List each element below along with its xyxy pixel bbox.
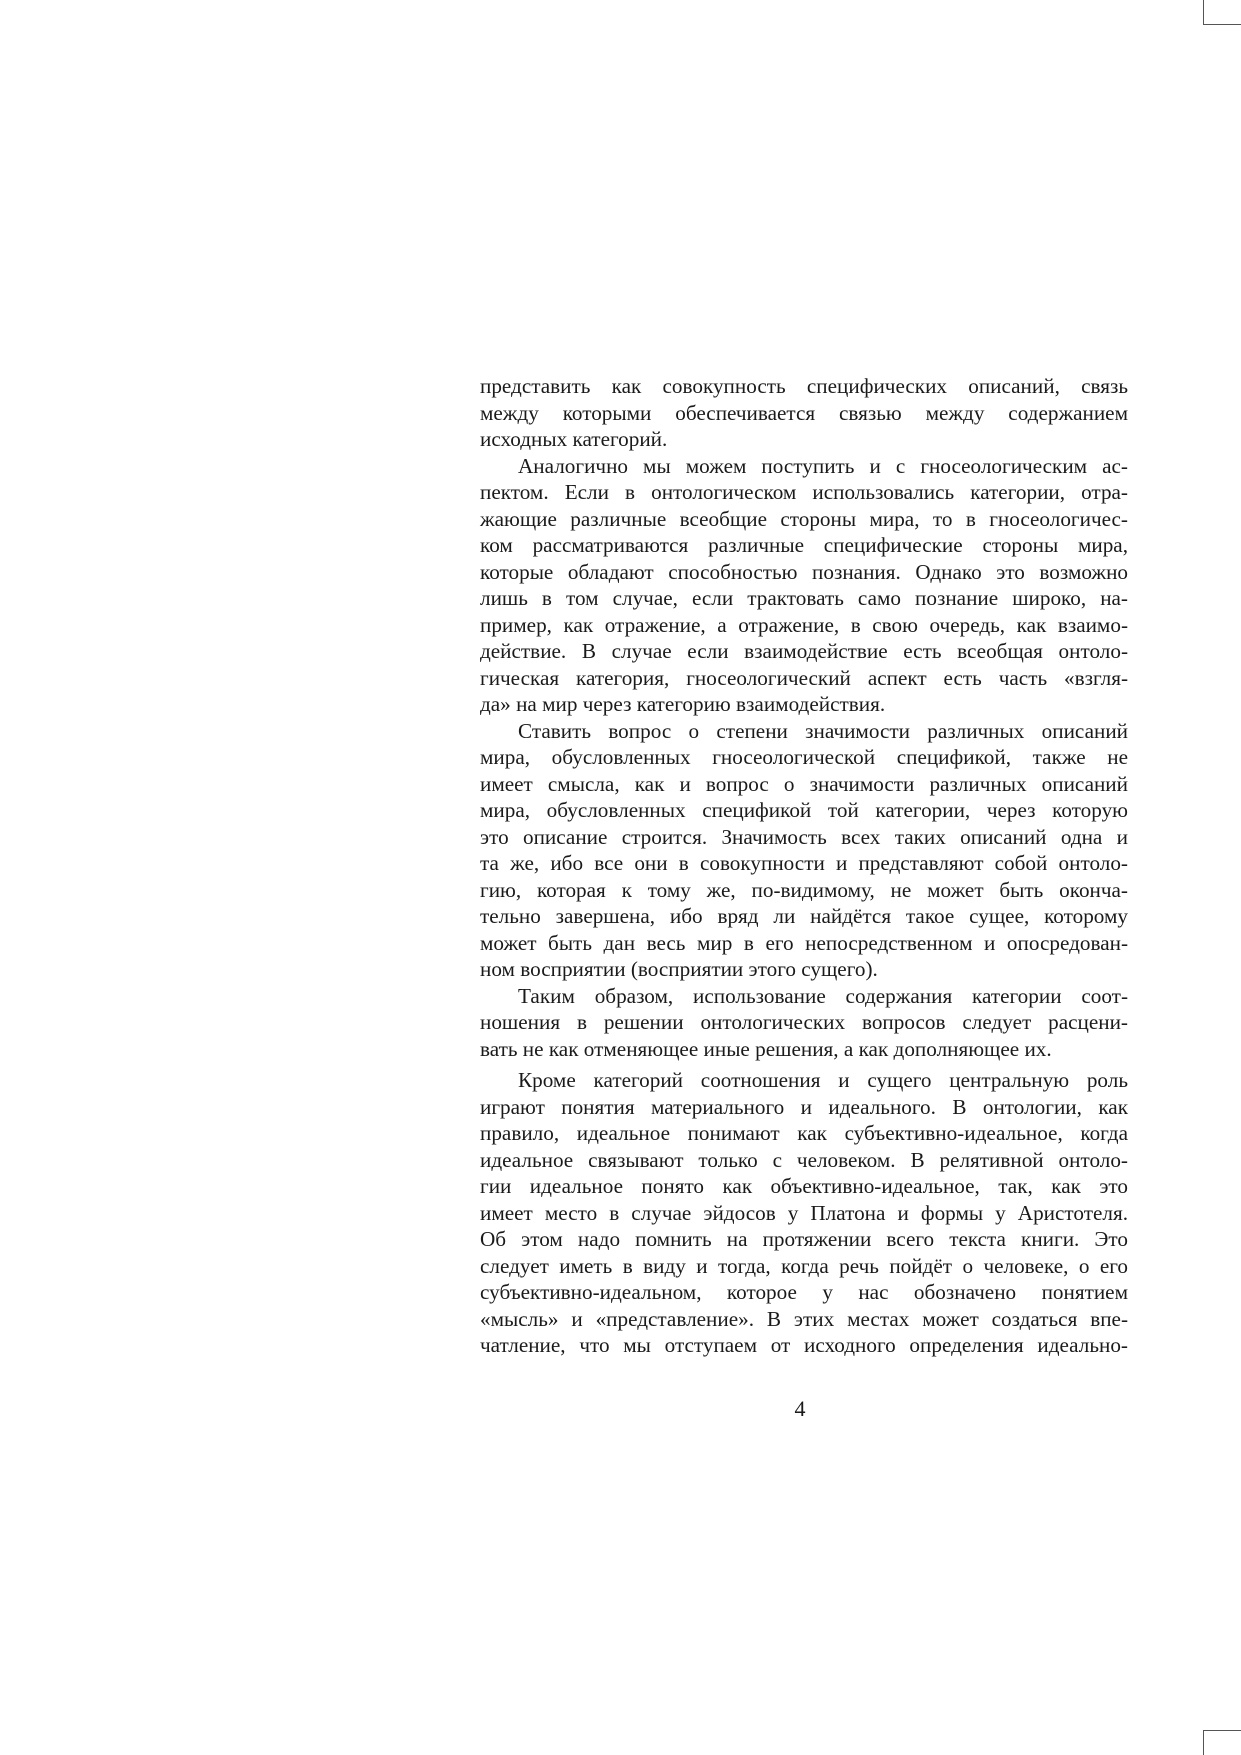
text-line: играют понятия материального и идеального. В онтологии, как xyxy=(480,1094,1128,1119)
text-line: Аналогично мы можем поступить и с гносеологическим ас- xyxy=(518,453,1128,478)
text-line: имеет место в случае эйдосов у Платона и формы у Аристотеля. xyxy=(480,1200,1128,1225)
text-line: действие. В случае если взаимодействие есть всеобщая онтоло- xyxy=(480,639,1128,663)
paragraph xyxy=(480,453,1128,718)
text-line: мира, обусловленных гносеологической спецификой, также не xyxy=(480,745,1128,769)
page-number: 4 xyxy=(794,1396,806,1421)
text-line: имеет смысла, как и вопрос о значимости различных описаний xyxy=(480,771,1128,796)
crop-mark-bottom-vertical xyxy=(1203,1730,1204,1755)
text-line: следует иметь в виду и тогда, когда речь пойдёт о человеке, о его xyxy=(480,1253,1128,1278)
crop-mark-top-horizontal xyxy=(1203,24,1241,25)
paragraph xyxy=(480,1067,1128,1359)
text-line: гию, которая к тому же, по-видимому, не может быть оконча- xyxy=(480,877,1128,902)
text-line: ком рассматриваются различные специфические стороны мира, xyxy=(480,533,1128,557)
text-line: идеальное связывают только с человеком. В релятивной онтоло- xyxy=(480,1147,1128,1172)
text-line: которые обладают способностью познания. Однако это возможно xyxy=(480,559,1128,584)
text-line: гическая категория, гносеологический аспект есть часть «взгля- xyxy=(480,665,1128,690)
text-line: вать не как отменяющее иные решения, а как дополняющее их. xyxy=(480,1036,1052,1061)
text-line: лишь в том случае, если трактовать само познание широко, на- xyxy=(480,586,1128,610)
body-text xyxy=(480,373,1128,1359)
text-line: Кроме категорий соотношения и сущего центральную роль xyxy=(518,1068,1128,1092)
text-line: исходных категорий. xyxy=(480,427,668,451)
paragraph xyxy=(480,373,1128,453)
text-line: «мысль» и «представление». В этих местах может создаться впе- xyxy=(480,1306,1128,1331)
text-line: та же, ибо все они в совокупности и представляют собой онтоло- xyxy=(480,851,1128,875)
text-line: Таким образом, использование содержания категории соот- xyxy=(518,983,1128,1008)
text-line: это описание строится. Значимость всех таких описаний одна и xyxy=(480,824,1128,849)
text-line: пример, как отражение, а отражение, в свою очередь, как взаимо- xyxy=(480,612,1128,637)
text-line: субъективно-идеальном, которое у нас обозначено понятием xyxy=(480,1280,1128,1304)
text-line: чатление, что мы отступаем от исходного определения идеально- xyxy=(480,1333,1128,1357)
text-line: Об этом надо помнить на протяжении всего текста книги. Это xyxy=(480,1227,1128,1251)
paragraph xyxy=(480,983,1128,1063)
text-line: мира, обусловленных спецификой той категории, через которую xyxy=(480,798,1128,822)
text-line: ном восприятии (восприятии этого сущего). xyxy=(480,957,878,981)
text-line: да» на мир через категорию взаимодействия. xyxy=(480,692,886,716)
paragraph xyxy=(480,718,1128,983)
text-line: правило, идеальное понимают как субъективно-идеальное, когда xyxy=(480,1121,1128,1145)
text-line: между которыми обеспечивается связью между содержанием xyxy=(480,400,1128,425)
text-line: гии идеальное понято как объективно-идеальное, так, как это xyxy=(480,1174,1128,1198)
text-line: жающие различные всеобщие стороны мира, то в гносеологичес- xyxy=(480,506,1128,531)
text-line: пектом. Если в онтологическом использовались категории, отра- xyxy=(480,480,1128,504)
crop-mark-bottom-horizontal xyxy=(1203,1730,1241,1731)
text-line: тельно завершена, ибо вряд ли найдётся такое сущее, которому xyxy=(480,904,1128,928)
text-line: представить как совокупность специфических описаний, связь xyxy=(480,374,1128,398)
text-line: Ставить вопрос о степени значимости различных описаний xyxy=(518,718,1128,743)
text-line: ношения в решении онтологических вопросов следует расцени- xyxy=(480,1010,1128,1034)
text-line: может быть дан весь мир в его непосредственном и опосредован- xyxy=(480,930,1128,955)
crop-mark-top-vertical xyxy=(1203,0,1204,25)
